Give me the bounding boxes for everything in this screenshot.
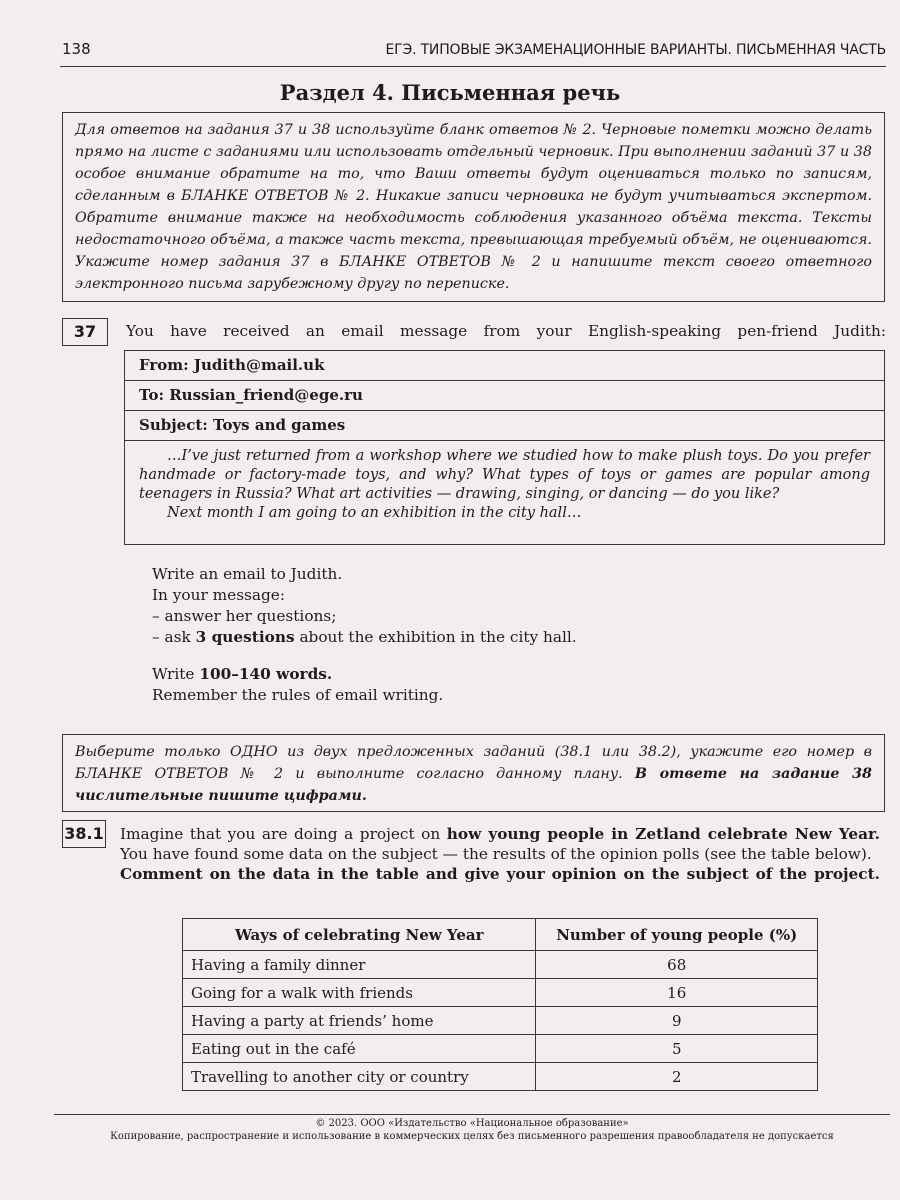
remember-line: Remember the rules of email writing. [152, 686, 444, 704]
table-header-number: Number of young people (%) [536, 919, 818, 951]
task-37-instructions [152, 564, 872, 706]
table-cell-way: Travelling to another city or country [183, 1063, 536, 1091]
word-count-line [152, 664, 872, 685]
table-cell-value: 5 [536, 1035, 818, 1063]
bullet-ask-pre: – ask [152, 628, 196, 646]
copyright-line: © 2023. ООО «Издательство «Национальное образование» [315, 1118, 629, 1129]
instructions-2-text: Выберите только ОДНО из двух предложенных заданий (38.1 или 38.2), укажите его номер в БЛАНКЕ ОТВЕТОВ № 2 и выполните согласно данному плану. [75, 744, 872, 782]
task-37-number: 37 [62, 318, 108, 346]
in-message-line: In your message: [152, 586, 286, 604]
table-cell-way: Going for a walk with friends [183, 979, 536, 1007]
instructions-box-2 [62, 734, 885, 812]
running-title: ЕГЭ. ТИПОВЫЕ ЭКЗАМЕНАЦИОННЫЕ ВАРИАНТЫ. ПИСЬМЕННАЯ ЧАСТЬ [385, 42, 886, 58]
task-37-prompt: You have received an email message from your English-speaking pen-friend Judith: [126, 322, 886, 340]
task-38-1-number: 38.1 [62, 820, 106, 848]
table-header-ways: Ways of celebrating New Year [183, 919, 536, 951]
bullet-ask-bold: 3 questions [195, 628, 295, 646]
table-header-row [183, 919, 818, 951]
bullet-ask-post: about the exhibition in the city hall. [294, 628, 577, 646]
email-subject: Subject: Toys and games [125, 411, 884, 441]
instructions-box-1: Для ответов на задания 37 и 38 используйте бланк ответов № 2. Черновые пометки можно делать прямо на листе с заданиями или использовать отдельный черновик. При выполнении заданий 37 и 38 особое внимание обратите на то, что Ваши ответы будут оцениваться только по записям, сделанным в БЛАНКЕ ОТВЕТОВ № 2. Никакие записи черновика не будут учитываться экспертом. Обратите внимание также на необходимость соблюдения указанного объёма текста. Тексты недостаточного объёма, а также часть текста, превышающая требуемый объём, не оцениваются. Укажите номер задания 37 в БЛАНКЕ ОТВЕТОВ № 2 и напишите текст своего ответного электронного письма зарубежному другу по переписке. [62, 112, 885, 302]
word-count-pre: Write [152, 665, 200, 683]
email-from: From: Judith@mail.uk [125, 351, 884, 381]
task-38-1-post: You have found some data on the subject — the results of the opinion polls (see the table below). [120, 845, 872, 863]
table-cell-value: 16 [536, 979, 818, 1007]
bullet-answer: – answer her questions; [152, 607, 337, 625]
page-footer [54, 1114, 890, 1143]
table-row [183, 1063, 818, 1091]
table-row [183, 1007, 818, 1035]
task-38-1-comment: Comment on the data in the table and give your opinion on the subject of the project. [120, 865, 880, 883]
email-body-paragraph-1: …I’ve just returned from a workshop where we studied how to make plush toys. Do you prefer handmade or factory-made toys, and why? What types of toys or games are popular among teenagers in Russia? What art activities — drawing, singing, or dancing — do you like? [139, 448, 870, 502]
table-cell-value: 2 [536, 1063, 818, 1091]
table-cell-value: 9 [536, 1007, 818, 1035]
page-header [60, 38, 886, 67]
email-to: To: Russian_friend@ege.ru [125, 381, 884, 411]
table-cell-way: Eating out in the café [183, 1035, 536, 1063]
word-count-bold: 100–140 words. [199, 665, 333, 683]
poll-table [182, 918, 818, 1091]
email-body-paragraph-2: Next month I am going to an exhibition in the city hall… [167, 505, 582, 521]
table-cell-way: Having a party at friends’ home [183, 1007, 536, 1035]
task-38-1-topic: how young people in Zetland celebrate New Year. [446, 825, 880, 843]
table-row [183, 1035, 818, 1063]
copyright-notice: Копирование, распространение и использование в коммерческих целях без письменного разрешения правообладателя не допускается [110, 1131, 834, 1142]
section-title: Раздел 4. Письменная речь [279, 80, 621, 105]
page-number: 138 [62, 40, 91, 58]
task-38-1-pre: Imagine that you are doing a project on [120, 825, 447, 843]
table-cell-way: Having a family dinner [183, 951, 536, 979]
instructions-2-bold: В ответе на задание 38 числительные пишите цифрами. [75, 766, 872, 804]
email-box [124, 350, 885, 545]
table-row [183, 951, 818, 979]
write-line: Write an email to Judith. [152, 565, 343, 583]
table-cell-value: 68 [536, 951, 818, 979]
task-38-1-prompt [120, 824, 880, 884]
email-body [125, 441, 884, 523]
table-row [183, 979, 818, 1007]
bullet-ask [152, 627, 872, 648]
